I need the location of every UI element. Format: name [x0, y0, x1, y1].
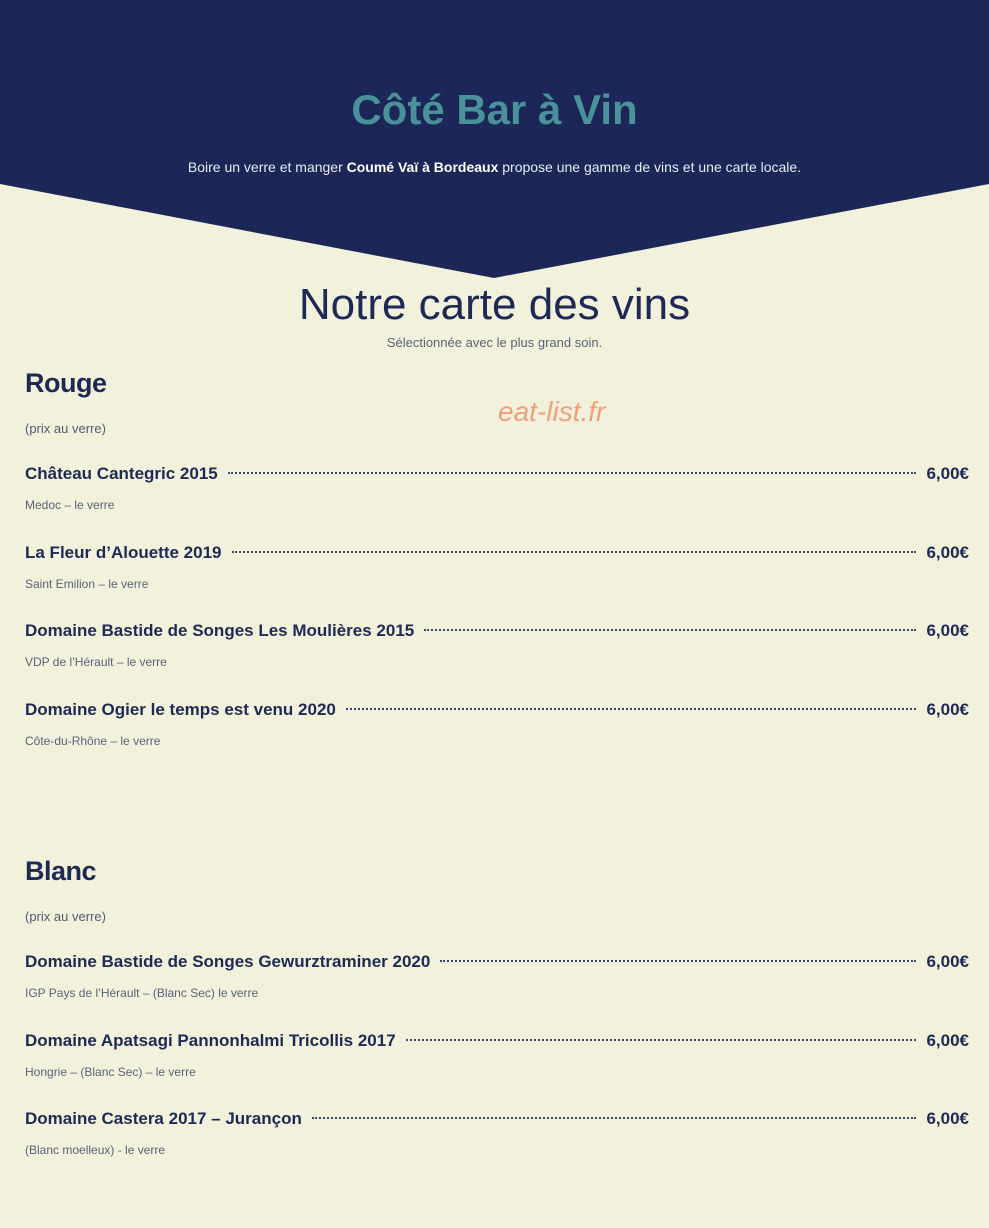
hero-subtitle — [0, 159, 989, 175]
banner-shape — [0, 0, 989, 280]
wine-description: Côte-du-Rhône – le verre — [25, 733, 161, 748]
wine-name: Domaine Castera 2017 – Jurançon — [25, 1109, 302, 1128]
section-rouge — [25, 368, 969, 778]
wine-price: 6,00€ — [926, 464, 969, 483]
section-note: (prix au verre) — [25, 909, 106, 924]
wine-list — [25, 952, 969, 1188]
section-note: (prix au verre) — [25, 421, 106, 436]
list-item — [25, 543, 969, 622]
list-item — [25, 1109, 969, 1188]
wine-description: Saint Emilion – le verre — [25, 576, 149, 591]
wine-price: 6,00€ — [926, 1109, 969, 1128]
wine-description: VDP de l’Hérault – le verre — [25, 655, 167, 669]
wine-price: 6,00€ — [926, 952, 969, 971]
wine-name: Domaine Bastide de Songes Les Moulières 2015 — [25, 621, 415, 640]
wine-price: 6,00€ — [926, 699, 969, 719]
wine-description: Hongrie – (Blanc Sec) – le verre — [25, 1064, 196, 1079]
dotted-leader — [440, 960, 916, 962]
wine-name: Domaine Bastide de Songes Gewurztraminer 2020 — [25, 952, 431, 971]
wine-description: Medoc – le verre — [25, 498, 115, 512]
dotted-leader — [312, 1117, 917, 1119]
hero-subtitle-after: propose une gamme de vins et une carte locale. — [498, 159, 802, 175]
wine-price: 6,00€ — [926, 542, 969, 562]
section-title: Rouge — [25, 368, 107, 398]
hero-title: Côté Bar à Vin — [351, 86, 638, 133]
wine-price: 6,00€ — [926, 1030, 969, 1050]
dotted-leader — [424, 629, 916, 631]
wine-price: 6,00€ — [926, 621, 969, 640]
dotted-leader — [228, 472, 917, 474]
wine-name: Domaine Ogier le temps est venu 2020 — [25, 699, 336, 719]
list-item — [25, 1031, 969, 1110]
watermark: eat-list.fr — [498, 396, 606, 427]
list-item — [25, 952, 969, 1031]
dotted-leader — [346, 708, 917, 710]
list-item — [25, 621, 969, 700]
wine-name: Château Cantegric 2015 — [25, 464, 218, 483]
hero-banner — [0, 0, 989, 280]
wine-description: IGP Pays de l’Hérault – (Blanc Sec) le verre — [25, 986, 259, 1000]
dotted-leader — [406, 1039, 917, 1041]
wine-name: La Fleur d’Alouette 2019 — [25, 542, 222, 562]
dotted-leader — [232, 551, 917, 553]
page-subtitle: Sélectionnée avec le plus grand soin. — [386, 335, 603, 350]
list-item — [25, 464, 969, 543]
list-item — [25, 700, 969, 779]
hero-subtitle-before: Boire un verre et manger — [187, 159, 347, 175]
hero-subtitle-bold: Coumé Vaï à Bordeaux — [346, 159, 499, 175]
wine-description: (Blanc moelleux) - le verre — [25, 1143, 166, 1157]
wine-list — [25, 464, 969, 778]
section-blanc — [25, 856, 969, 1188]
wine-name: Domaine Apatsagi Pannonhalmi Tricollis 2017 — [25, 1030, 396, 1050]
section-title: Blanc — [25, 856, 97, 886]
page-title: Notre carte des vins — [298, 280, 691, 329]
